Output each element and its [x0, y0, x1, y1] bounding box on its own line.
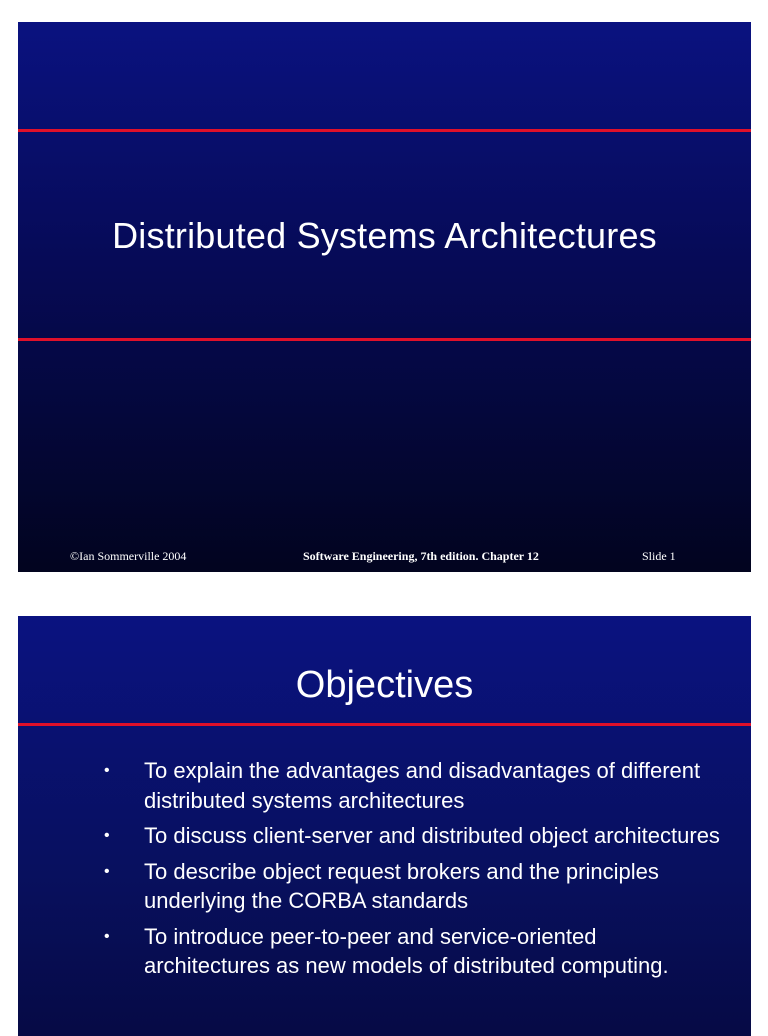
bullet-icon: •: [104, 762, 110, 779]
top-divider: [18, 129, 751, 132]
list-item: [104, 857, 724, 916]
footer-book: Software Engineering, 7th edition. Chapter 12: [303, 549, 539, 563]
list-item: [104, 821, 724, 851]
list-item-text: To introduce peer-to-peer and service-oriented architectures as new models of distributed computing.: [144, 923, 669, 978]
bottom-divider: [18, 338, 751, 341]
title-divider: [18, 723, 751, 726]
footer-slide-number: Slide 1: [642, 549, 676, 563]
title-slide: [18, 22, 751, 572]
slide-title: Objectives: [295, 664, 474, 706]
bullet-icon: •: [104, 862, 110, 880]
objectives-list: [104, 756, 724, 987]
list-item-text: To describe object request brokers and the principles underlying the CORBA standards: [144, 858, 659, 913]
footer-copyright: ©Ian Sommerville 2004: [70, 549, 187, 563]
list-item-text: To discuss client-server and distributed object architectures: [144, 823, 720, 848]
bullet-icon: •: [104, 927, 110, 945]
bullet-icon: •: [104, 827, 110, 844]
list-item: [104, 922, 724, 981]
slide-title: Distributed Systems Architectures: [112, 215, 657, 256]
objectives-slide: [18, 616, 751, 1036]
list-item-text: To explain the advantages and disadvantages of different distributed systems architectures: [144, 758, 701, 813]
list-item: [104, 756, 724, 815]
